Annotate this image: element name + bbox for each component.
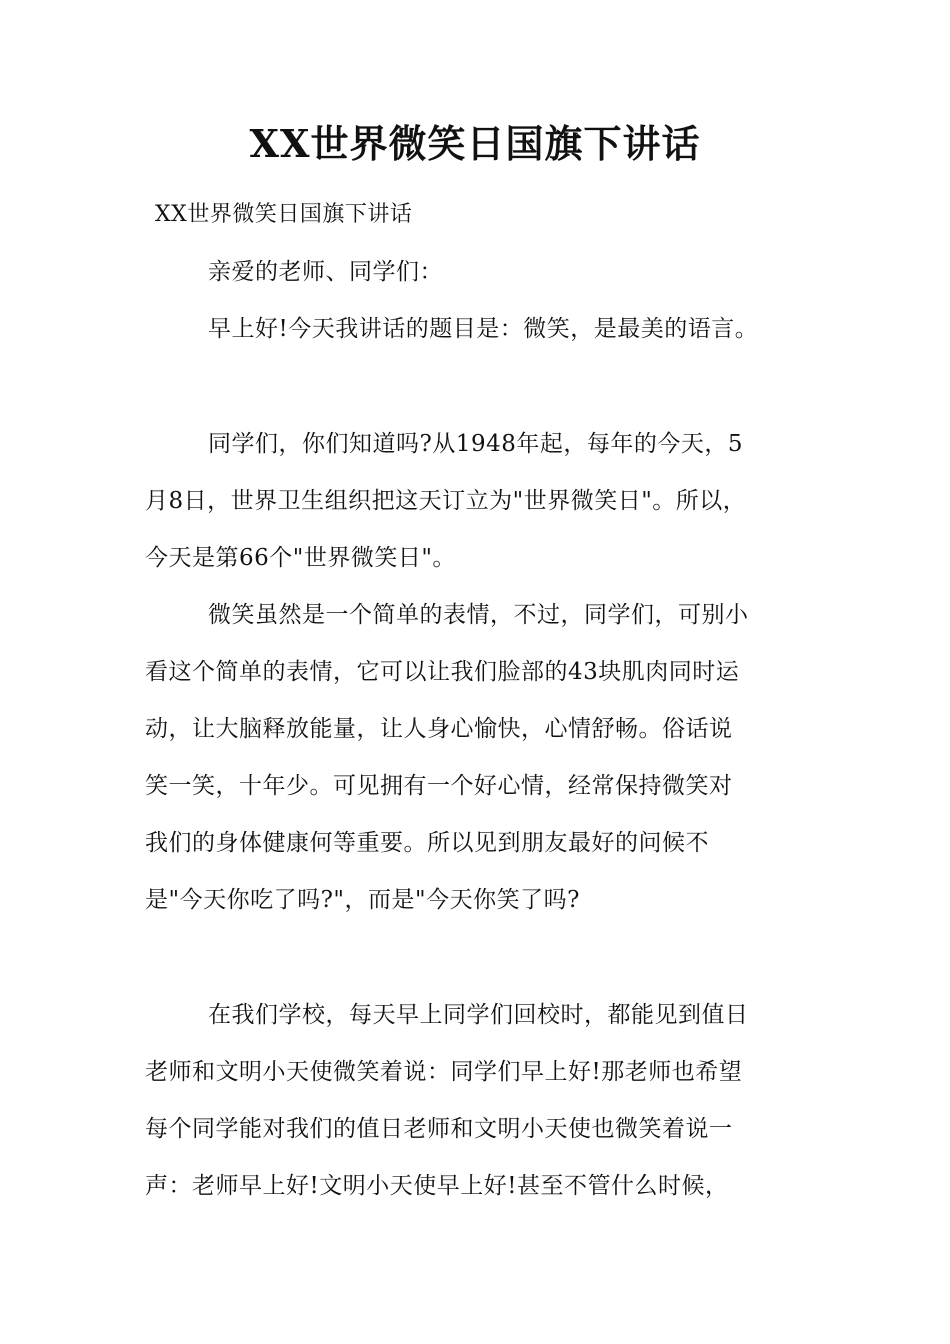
paragraph-3-line: 我们的身体健康何等重要。所以见到朋友最好的问候不 xyxy=(145,830,709,856)
paragraph-3-line: 动，让大脑释放能量，让人身心愉快，心情舒畅。俗话说 xyxy=(145,716,733,742)
paragraph-2-line: 同学们，你们知道吗?从1948年起，每年的今天，5 xyxy=(208,431,743,457)
paragraph-4-line: 老师和文明小天使微笑着说：同学们早上好!那老师也希望 xyxy=(145,1059,743,1085)
document-title: XX世界微笑日国旗下讲话 xyxy=(249,121,701,166)
greeting-line: 亲爱的老师、同学们： xyxy=(208,259,443,285)
paragraph-4-line: 声：老师早上好!文明小天使早上好!甚至不管什么时候， xyxy=(145,1173,729,1199)
paragraph-3-line: 是"今天你吃了吗?"，而是"今天你笑了吗? xyxy=(145,887,580,913)
paragraph-4-line: 每个同学能对我们的值日老师和文明小天使也微笑着说一 xyxy=(145,1116,733,1142)
paragraph-3-line: 看这个简单的表情，它可以让我们脸部的43块肌肉同时运 xyxy=(145,659,740,685)
paragraph-2-line: 月8日，世界卫生组织把这天订立为"世界微笑日"。所以， xyxy=(145,488,747,514)
paragraph-4-line: 在我们学校，每天早上同学们回校时，都能见到值日 xyxy=(208,1002,749,1028)
paragraph-2-line: 今天是第66个"世界微笑日"。 xyxy=(145,545,456,571)
paragraph-3-line: 微笑虽然是一个简单的表情，不过，同学们，可别小 xyxy=(208,602,749,628)
paragraph-1-line: 早上好!今天我讲话的题目是：微笑，是最美的语言。 xyxy=(208,316,759,342)
document-subtitle: XX世界微笑日国旗下讲话 xyxy=(155,202,413,227)
paragraph-3-line: 笑一笑，十年少。可见拥有一个好心情，经常保持微笑对 xyxy=(145,773,733,799)
